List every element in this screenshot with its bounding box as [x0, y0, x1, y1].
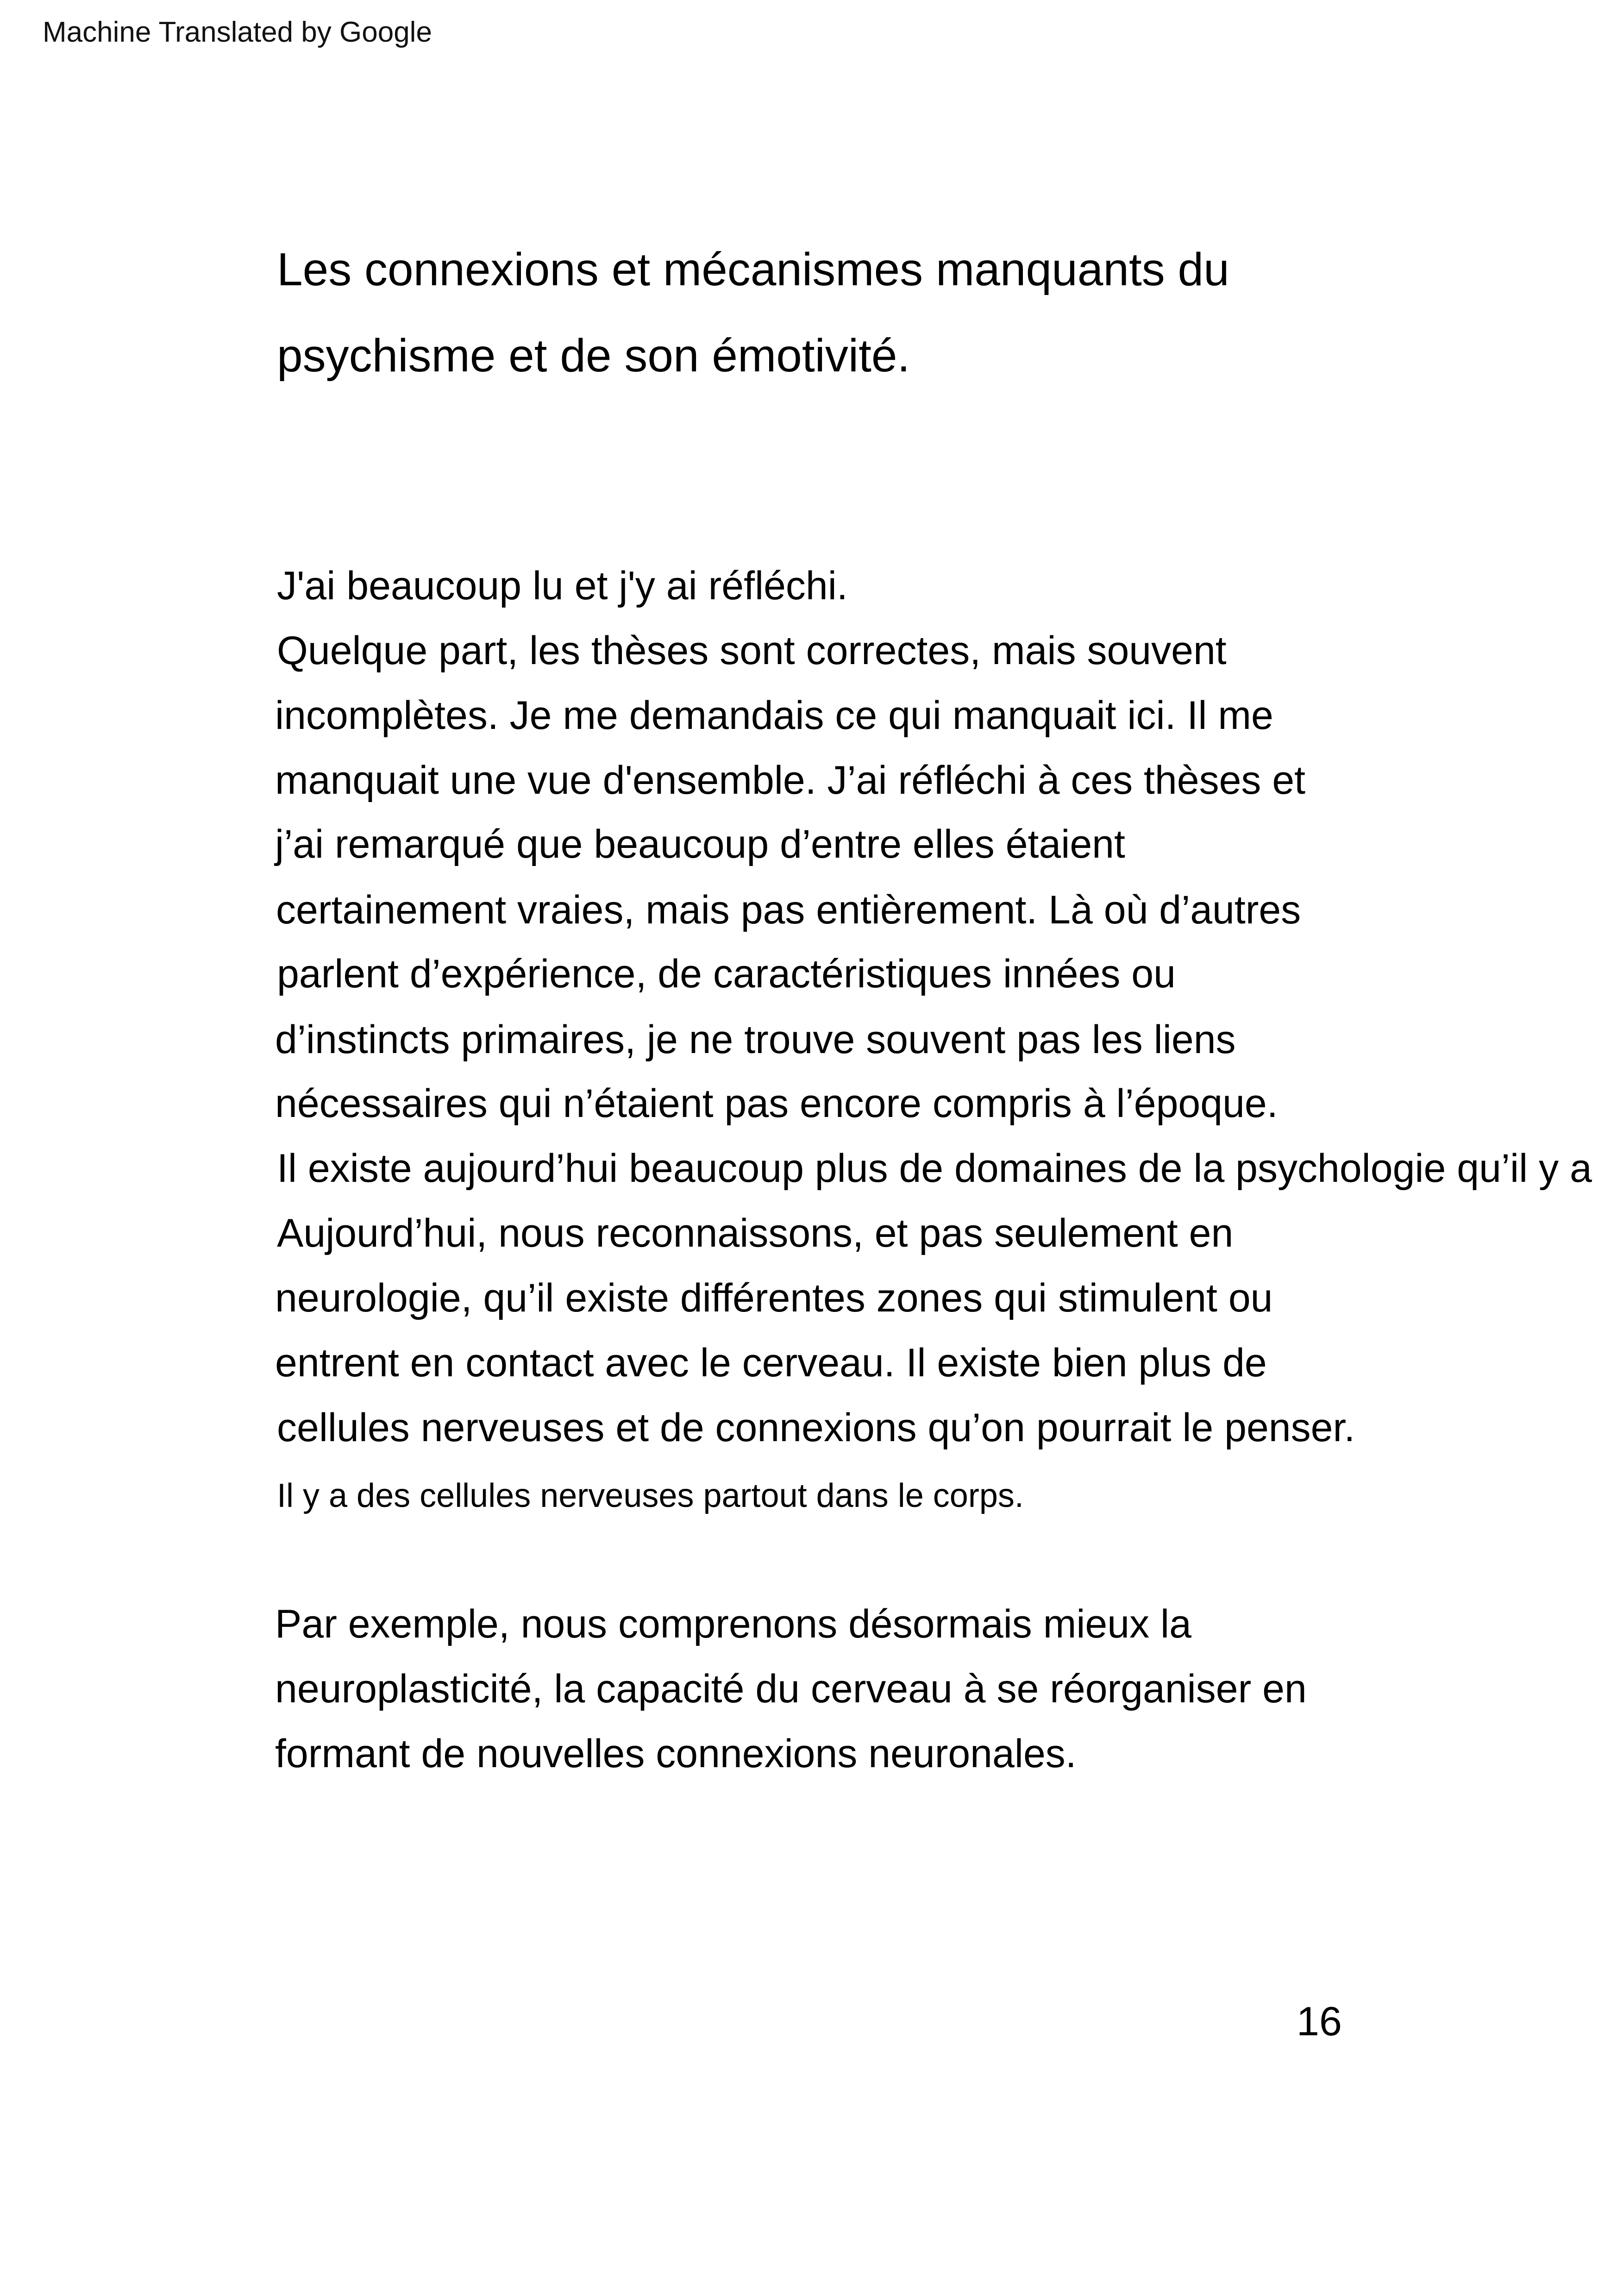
text-line: neurologie, qu’il existe différentes zones qui stimulent ou [275, 1276, 1273, 1320]
machine-translation-watermark: Machine Translated by Google [43, 16, 432, 48]
text-line: Par exemple, nous comprenons désormais mieux la [275, 1602, 1191, 1646]
text-line: entrent en contact avec le cerveau. Il existe bien plus de [275, 1341, 1267, 1385]
text-line: Aujourd’hui, nous reconnaissons, et pas seulement en [277, 1211, 1234, 1255]
text-line: Quelque part, les thèses sont correctes, mais souvent [277, 628, 1227, 673]
text-line: incomplètes. Je me demandais ce qui manquait ici. Il me [275, 693, 1273, 738]
text-line: j’ai remarqué que beaucoup d’entre elles étaient [275, 822, 1125, 866]
text-line: manquait une vue d'ensemble. J’ai réfléchi à ces thèses et [275, 758, 1306, 803]
text-line: parlent d’expérience, de caractéristiques innées ou [277, 952, 1176, 996]
text-line: formant de nouvelles connexions neuronales. [275, 1731, 1077, 1776]
text-line: Il existe aujourd’hui beaucoup plus de domaines de la psychologie qu’il y a [277, 1146, 1592, 1191]
text-line-small: Il y a des cellules nerveuses partout dans le corps. [277, 1477, 1024, 1514]
text-line: cellules nerveuses et de connexions qu’on pourrait le penser. [277, 1405, 1355, 1450]
text-line: d’instincts primaires, je ne trouve souvent pas les liens [275, 1017, 1236, 1062]
page-number: 16 [1297, 1998, 1342, 2044]
text-line: nécessaires qui n’étaient pas encore compris à l’époque. [275, 1081, 1278, 1126]
title-line: Les connexions et mécanismes manquants du [277, 244, 1229, 295]
text-line: J'ai beaucoup lu et j'y ai réfléchi. [277, 564, 848, 608]
title-line: psychisme et de son émotivité. [277, 330, 910, 382]
text-line: neuroplasticité, la capacité du cerveau à se réorganiser en [275, 1667, 1307, 1711]
text-line: certainement vraies, mais pas entièrement. Là où d’autres [276, 888, 1301, 932]
